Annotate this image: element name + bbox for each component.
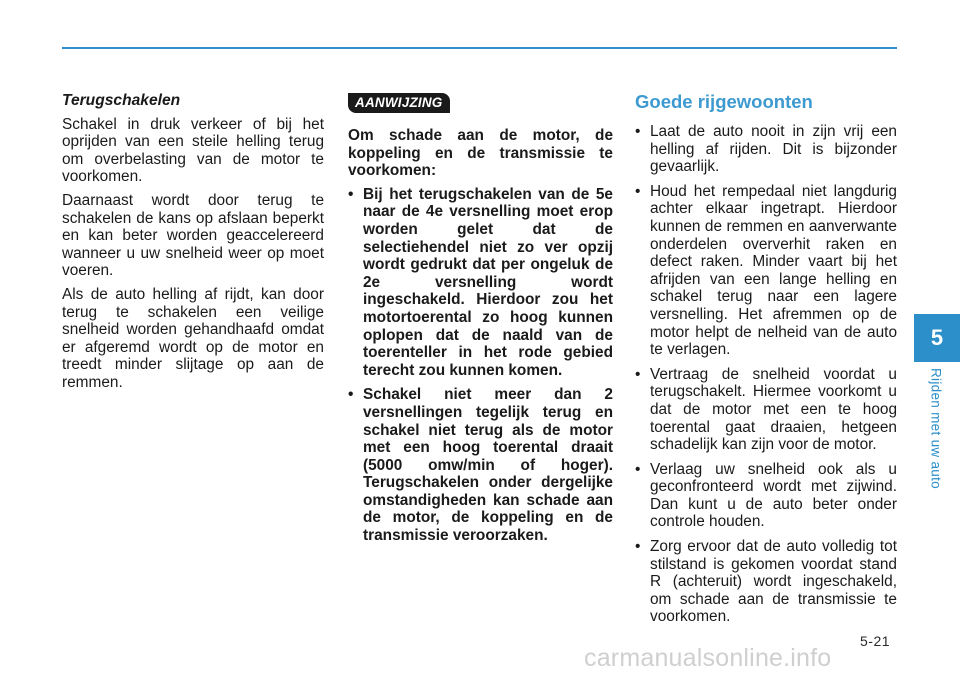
list-item bbox=[635, 461, 897, 531]
notice-badge: AANWIJZING bbox=[348, 93, 450, 113]
list-item bbox=[635, 123, 897, 176]
bullet-icon: • bbox=[635, 460, 641, 478]
chapter-label: Rijden met uw auto bbox=[928, 368, 944, 489]
list-item-text: Schakel niet meer dan 2 versnellingen tegelijk terug en schakel niet terug als de motor met een hoog toerental draait (5000 omw/min of hoger). Terugschakelen onder dergelijke omstandigheden kan schade aan de motor, de koppeling en de transmissie veroorzaken. bbox=[363, 386, 613, 545]
page-number: 5-21 bbox=[860, 633, 891, 649]
habits-list bbox=[635, 123, 897, 626]
paragraph: Als de auto helling af rijdt, kan door terug te schakelen een veilige snelheid worden gehandhaafd omdat er afgeremd wordt op de motor en treedt minder slijtage op aan de remmen. bbox=[62, 285, 324, 391]
list-item bbox=[348, 186, 613, 380]
right-column bbox=[635, 91, 897, 633]
middle-column bbox=[348, 93, 613, 552]
list-item-text: Bij het terugschakelen van de 5e naar de 4e versnelling moet erop worden gelet dat de selectiehendel niet zo ver opzij wordt gedrukt dat per ongeluk de 2e versnelling wordt ingeschakeld. Hierdoor zou het motortoerental zo hoog kunnen oplopen dat de naald van de toerenteller in het rode gebied terecht zou kunnen komen. bbox=[363, 185, 613, 379]
paragraph: Daarnaast wordt door terug te schakelen de kans op afslaan beperkt en kan beter worden geaccelereerd wanneer u uw snelheid weer op moet voeren. bbox=[62, 191, 324, 280]
list-item-text: Houd het rempedaal niet langdurig achter elkaar ingetrapt. Hierdoor kunnen de remmen en aanverwante onderdelen oververhit raken en defect raken. Minder vaart bij het afrijden van een lange helling en schakel terug naar een lagere versnelling. Het afremmen op de motor helpt de nelheid van de auto te verlagen. bbox=[650, 182, 897, 359]
top-rule bbox=[62, 47, 897, 49]
section-title-goede-rijgewoonten: Goede rijgewoonten bbox=[635, 91, 813, 112]
paragraph: Schakel in druk verkeer of bij het oprijden van een steile helling terug om overbelasting van de motor te voorkomen. bbox=[62, 115, 324, 186]
list-item bbox=[348, 386, 613, 544]
section-heading-terugschakelen: Terugschakelen bbox=[62, 92, 181, 109]
bullet-icon: • bbox=[635, 365, 641, 383]
watermark: carmanualsonline.info bbox=[584, 644, 832, 672]
list-item bbox=[635, 366, 897, 454]
left-column bbox=[62, 92, 324, 398]
bullet-icon: • bbox=[348, 185, 354, 203]
list-item bbox=[635, 538, 897, 626]
list-item-text: Vertraag de snelheid voordat u terugschakelt. Hiermee voorkomt u dat de motor met een te hoog toerental gaat draaien, hetgeen schadelijk kan zijn voor de motor. bbox=[650, 365, 897, 454]
bullet-icon: • bbox=[635, 123, 641, 140]
list-item-text: Verlaag uw snelheid ook als u geconfronteerd wordt met zijwind. Dan kunt u de auto beter onder controle houden. bbox=[650, 460, 897, 531]
bullet-icon: • bbox=[348, 386, 354, 404]
chapter-tab: 5 bbox=[914, 314, 960, 362]
list-item-text: Laat de auto nooit in zijn vrij een helling af rijden. Dit is bijzonder gevaarlijk. bbox=[650, 123, 897, 176]
bullet-icon: • bbox=[635, 538, 641, 556]
bullet-icon: • bbox=[635, 182, 641, 200]
list-item-text: Zorg ervoor dat de auto volledig tot stilstand is gekomen voordat stand R (achteruit) wordt ingeschakeld, om schade aan de transmissie te voorkomen. bbox=[650, 538, 897, 626]
notice-list bbox=[348, 186, 613, 545]
notice-intro: Om schade aan de motor, de koppeling en de transmissie te voorkomen: bbox=[348, 127, 613, 180]
list-item bbox=[635, 183, 897, 359]
